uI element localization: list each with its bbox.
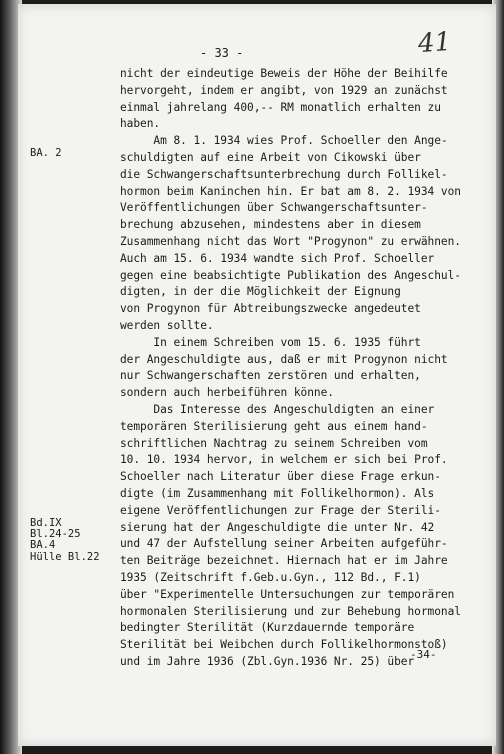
text-line: digten, in der die Möglichkeit der Eignung [120, 285, 401, 299]
text-line: digte (im Zusammenhang mit Follikelhormon). Als [120, 486, 435, 500]
text-line: Das Interesse des Angeschuldigten an einer [120, 402, 435, 416]
page-number: - 33 - [200, 46, 244, 60]
margin-note-line: Bd.IX [30, 517, 62, 529]
margin-note-line: BA. 2 [30, 147, 62, 159]
text-line: und im Jahre 1936 (Zbl.Gyn.1936 Nr. 25) über [120, 654, 415, 668]
text-line: und 47 der Aufstellung seiner Arbeiten aufgeführ- [120, 537, 448, 551]
text-line: hervorgeht, indem er angibt, von 1929 an zunächst [120, 83, 448, 97]
body-text [120, 66, 466, 671]
text-line: Schoeller nach Literatur über diese Frage erkun- [120, 470, 441, 484]
text-line: von Progynon für Abtreibungszwecke angedeutet [120, 302, 421, 316]
text-line: bedingter Sterilität (Kurzdauernde temporäre [120, 621, 415, 635]
text-line: 1935 (Zeitschrift f.Geb.u.Gyn., 112 Bd., F.1) [120, 570, 421, 584]
margin-note-bd [30, 518, 100, 563]
text-line: eigene Veröffentlichungen zur Frage der Sterili- [120, 503, 441, 517]
text-line: Sterilität bei Weibchen durch Follikelhormonstoß) [120, 638, 448, 652]
text-line: Zusammenhang nicht das Wort "Progynon" zu erwähnen. [120, 234, 461, 248]
text-line: sierung hat der Angeschuldigte die unter Nr. 42 [120, 520, 435, 534]
margin-note-line: Bl.24-25 [30, 528, 81, 541]
text-line: hormonalen Sterilisierung und zur Behebung hormonal [120, 604, 461, 618]
margin-note-line: BA.4 [30, 539, 56, 552]
text-line: In einem Schreiben vom 15. 6. 1935 führt [120, 335, 421, 349]
text-line: gegen eine beabsichtigte Publikation des Angeschul- [120, 268, 461, 282]
handwritten-page-number: 41 [416, 26, 453, 60]
text-line: nicht der eindeutige Beweis der Höhe der Beihilfe [120, 67, 448, 80]
text-line: sondern auch herbeiführen könne. [120, 386, 334, 400]
text-line: einmal jahrelang 400,-- RM monatlich erhalten zu [120, 100, 441, 114]
text-line: Am 8. 1. 1934 wies Prof. Schoeller den Ange- [120, 134, 448, 148]
text-line: 10. 10. 1934 hervor, in welchem er sich bei Prof. [120, 453, 448, 467]
text-line: über "Experimentelle Untersuchungen zur temporären [120, 587, 455, 601]
text-line: ten Beiträge bezeichnet. Hiernach hat er im Jahre [120, 554, 448, 568]
text-line: der Angeschuldigte aus, daß er mit Progynon nicht [120, 352, 448, 366]
text-line: nur Schwangerschaften zerstören und erhalten, [120, 369, 421, 383]
text-line: brechung abzusehen, mindestens aber in diesem [120, 218, 421, 232]
next-page-reference: -34- [410, 648, 437, 661]
margin-note-line: Hülle Bl.22 [30, 550, 100, 563]
text-line: haben. [120, 117, 161, 131]
text-line: Veröffentlichungen über Schwangerschaftsunter- [120, 201, 428, 215]
text-line: hormon beim Kaninchen hin. Er bat am 8. 2. 1934 von [120, 184, 461, 198]
text-line: die Schwangerschaftsunterbrechung durch Follikel- [120, 167, 448, 181]
text-line: schuldigten auf eine Arbeit von Cikowski über [120, 150, 421, 164]
text-line: werden sollte. [120, 318, 214, 332]
text-line: temporären Sterilisierung geht aus einem hand- [120, 419, 428, 433]
text-line: Auch am 15. 6. 1934 wandte sich Prof. Schoeller [120, 251, 435, 265]
text-line: schriftlichen Nachtrag zu seinem Schreiben vom [120, 436, 428, 450]
margin-note-ba2 [30, 148, 62, 159]
